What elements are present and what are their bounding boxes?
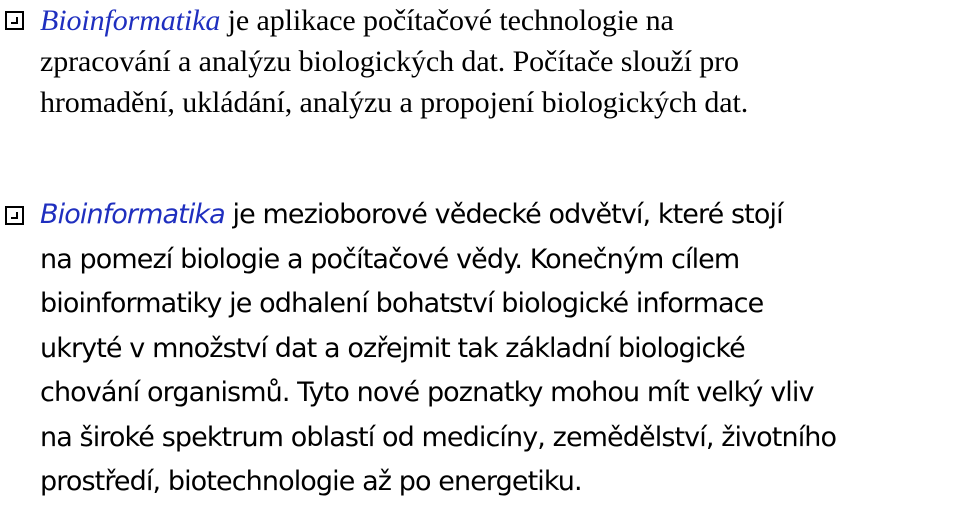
bullet-line: na široké spektrum oblastí od medicíny, zemědělství, životního [40, 421, 837, 453]
term-highlight: Bioinformatika [40, 4, 221, 37]
bullet-line: chování organismů. Tyto nové poznatky mohou mít velký vliv [40, 377, 814, 408]
bullet-line: na pomezí biologie a počítačové vědy. Konečným cílem [40, 243, 740, 275]
bullet-line: prostředí, biotechnologie až po energetiku. [40, 466, 582, 497]
bullet-line: zpracování a analýzu biologických dat. Počítače slouží pro [40, 45, 739, 78]
line-text: je mezioborové vědecké odvětví, které stojí [224, 199, 783, 230]
hollow-square-bullet-icon [5, 206, 24, 225]
line-text: je aplikace počítačové technologie na [220, 4, 674, 37]
bullet-line: hromadění, ukládání, analýzu a propojení biologických dat. [40, 86, 749, 119]
bullet-line: ukryté v množství dat a ozřejmit tak základní biologické [40, 332, 745, 364]
bullet-text-2 [40, 193, 960, 505]
bullet-line [40, 0, 960, 41]
bullet-line [40, 193, 960, 238]
bullet-line: bioinformatiky je odhalení bohatství biologické informace [40, 288, 764, 319]
bullet-text-1 [40, 0, 960, 123]
hollow-square-bullet-icon [5, 11, 24, 30]
term-highlight: Bioinformatika [40, 199, 225, 230]
